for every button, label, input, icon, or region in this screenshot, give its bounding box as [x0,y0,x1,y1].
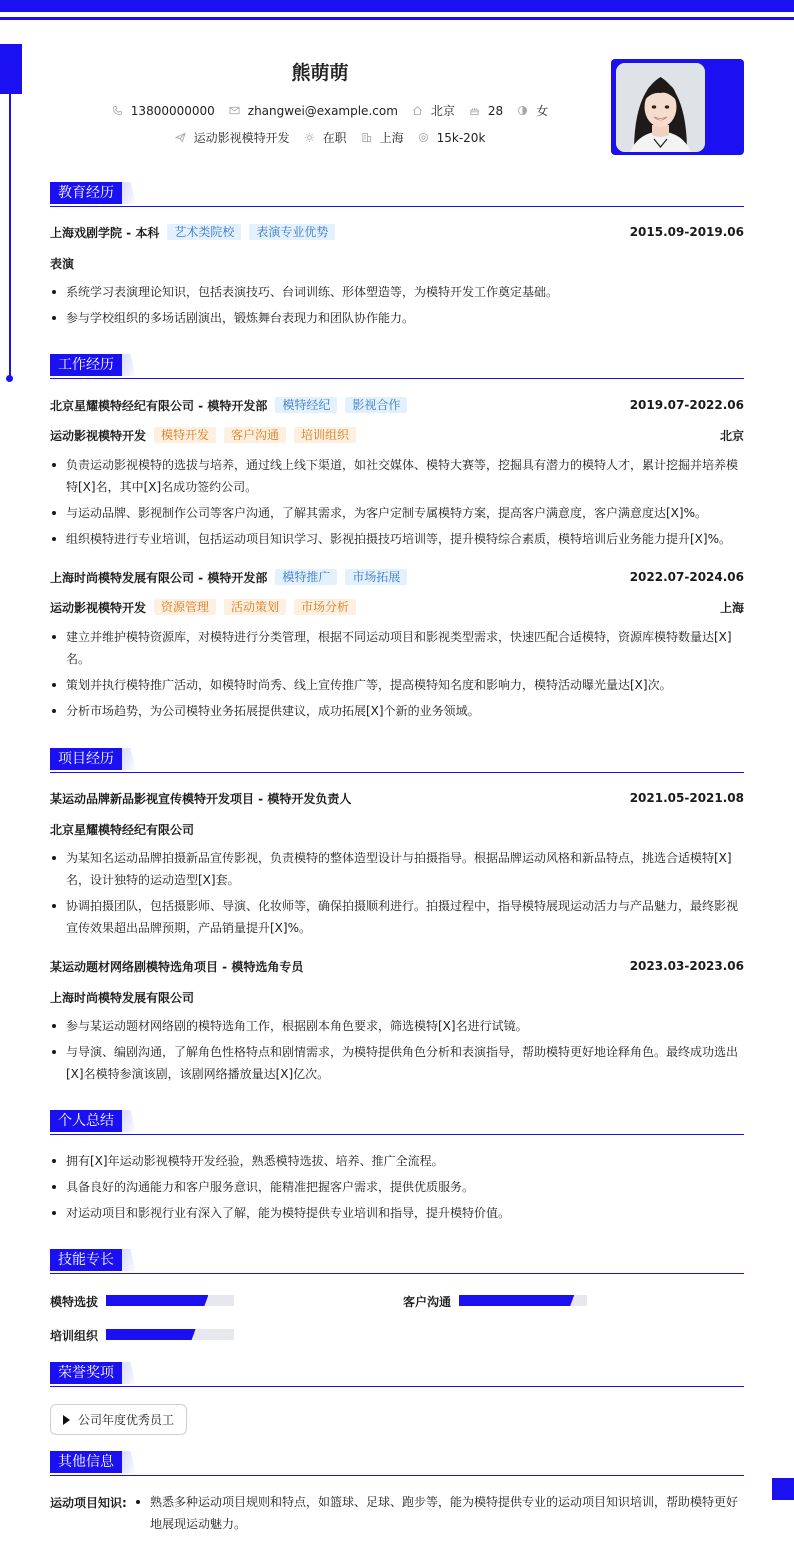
project-bullet: 参与某运动题材网络剧的模特选角工作，根据剧本角色要求，筛选模特[X]名进行试镜。 [50,1015,744,1037]
education-major: 表演 [50,257,75,271]
phone-icon [112,105,123,116]
section-title-work: 工作经历 [50,354,122,376]
top-accent-band [0,0,794,12]
work-tag: 市场拓展 [345,569,407,585]
work-role: 运动影视模特开发 [50,600,147,615]
city-text: 北京 [430,104,455,118]
skill-fill [459,1295,574,1306]
email-text: zhangwei@example.com [247,103,398,118]
target-city-text: 上海 [379,131,404,145]
phone-item [112,104,215,118]
school-name: 上海戏剧学院 - 本科 [50,225,160,240]
role-tag: 客户沟通 [224,427,286,443]
education-tag: 表演专业优势 [249,224,335,240]
work-tag: 影视合作 [345,397,407,413]
role-tag: 活动策划 [224,599,286,615]
gear-icon [304,132,315,143]
phone-text: 13800000000 [130,103,215,118]
section-tail [122,1451,136,1473]
section-tail [122,182,136,204]
work-row [50,396,744,414]
work-bullet: 策划并执行模特推广活动，如模特时尚秀、线上宣传推广等，提高模特知名度和影响力，模特活动曝光量达[X]次。 [50,674,744,696]
other-label: 运动项目知识: [50,1496,127,1510]
role-tag: 模特开发 [154,427,216,443]
section-title-skills: 技能专长 [50,1249,122,1271]
project-bullet: 为某知名运动品牌拍摄新品宣传影视，负责模特的整体造型设计与拍摄指导。根据品牌运动风格和新品特点，挑选合适模特[X]名，设计独特的运动造型[X]套。 [50,847,744,891]
work-company: 上海时尚模特发展有限公司 - 模特开发部 [50,570,268,585]
email-item [229,104,398,118]
project-row [50,789,744,807]
work-bullet: 分析市场趋势，为公司模特业务拓展提供建议，成功拓展[X]个新的业务领域。 [50,700,744,722]
skill-label: 培训组织 [50,1329,99,1343]
section-skills [50,1249,744,1274]
work-company: 北京星耀模特经纪有限公司 - 模特开发部 [50,398,268,413]
triangle-icon [63,1415,70,1425]
section-other [50,1451,744,1476]
work-location: 北京 [719,428,744,443]
work-location: 上海 [719,600,744,615]
target-city-item [361,129,404,146]
skill-bar [106,1329,234,1340]
summary-bullet: 拥有[X]年运动影视模特开发经验，熟悉模特选拔、培养、推广全流程。 [50,1150,744,1172]
project-org: 上海时尚模特发展有限公司 [50,991,195,1005]
work-role: 运动影视模特开发 [50,428,147,443]
project-title: 某运动品牌新品影视宣传模特开发项目 - 模特开发负责人 [50,791,352,806]
age-item [469,104,503,118]
salary-text: 15k-20k [436,130,486,145]
section-tail [122,1110,136,1132]
gender-item [517,102,548,119]
education-bullet: 系统学习表演理论知识，包括表演技巧、台词训练、形体塑造等，为模特开发工作奠定基础。 [50,281,744,303]
role-tag: 培训组织 [294,427,356,443]
other-text: 熟悉多种运动项目规则和特点，如篮球、足球、跑步等，能为模特提供专业的运动项目知识培训，帮助模特更好地展现运动魅力。 [134,1491,744,1535]
gender-icon [517,105,528,116]
skill-label: 客户沟通 [403,1295,452,1309]
home-icon [412,105,423,116]
photo-frame [611,59,744,155]
project-bullet: 与导演、编剧沟通，了解角色性格特点和剧情需求，为模特提供角色分析和表演指导，帮助模特更好地诠释角色。最终成功选出[X]名模特参演该剧，该剧网络播放量达[X]亿次。 [50,1041,744,1085]
work-bullet: 负责运动影视模特的选拔与培养，通过线上线下渠道，如社交媒体、模特大赛等，挖掘具有潜力的模特人才，累计挖掘并培养模特[X]名，其中[X]名成功签约公司。 [50,454,744,498]
skill-fill [106,1329,196,1340]
skill-bar [459,1295,587,1306]
cake-icon [469,105,480,116]
role-tag: 市场分析 [294,599,356,615]
skill-bar [106,1295,234,1306]
gender-text: 女 [536,104,549,118]
project-row [50,957,744,975]
education-row [50,223,744,241]
section-summary [50,1110,744,1135]
building-icon [361,132,372,143]
section-education [50,182,744,207]
work-tag: 模特推广 [275,569,337,585]
work-date: 2019.07-2022.06 [629,398,744,412]
section-tail [122,1362,136,1384]
section-title-education: 教育经历 [50,182,122,204]
status-text: 在职 [322,131,347,145]
work-bullet: 与运动品牌、影视制作公司等客户沟通，了解其需求，为客户定制专属模特方案，提高客户满意度，客户满意度达[X]%。 [50,502,744,524]
city-item [412,102,455,119]
send-icon [175,132,186,143]
work-bullet: 建立并维护模特资源库，对模特进行分类管理，根据不同运动项目和影视类型需求，快速匹配合适模特，资源库模特数量达[X]名。 [50,626,744,670]
status-item [304,129,347,146]
section-title-summary: 个人总结 [50,1110,122,1132]
work-bullet: 组织模特进行专业培训，包括运动项目知识学习、影视拍摄技巧培训等，提升模特综合素质，模特培训后业务能力提升[X]%。 [50,528,744,550]
section-projects [50,748,744,773]
target-job-text: 运动影视模特开发 [193,131,290,145]
project-date: 2021.05-2021.08 [629,791,744,805]
project-title: 某运动题材网络剧模特选角项目 - 模特选角专员 [50,959,304,974]
education-date: 2015.09-2019.06 [629,225,744,239]
section-awards [50,1362,744,1387]
coin-icon [418,132,429,143]
summary-bullet: 对运动项目和影视行业有深入了解，能为模特提供专业培训和指导，提升模特价值。 [50,1202,744,1224]
section-tail [122,354,136,376]
candidate-name: 熊萌萌 [291,62,349,84]
work-date: 2022.07-2024.06 [629,570,744,584]
summary-bullet: 具备良好的沟通能力和客户服务意识，能精准把握客户需求，提供优质服务。 [50,1176,744,1198]
target-job-item [175,129,290,146]
skill-fill [106,1295,208,1306]
section-title-other: 其他信息 [50,1451,122,1473]
section-title-projects: 项目经历 [50,748,122,770]
section-title-awards: 荣誉奖项 [50,1362,122,1384]
award-text: 公司年度优秀员工 [78,1413,175,1427]
work-tag: 模特经纪 [275,397,337,413]
mail-icon [229,105,240,116]
skill-label: 模特选拔 [50,1295,99,1309]
section-tail [122,1249,136,1271]
section-work [50,354,744,379]
right-corner-block [772,1478,794,1500]
work-row [50,568,744,586]
project-date: 2023.03-2023.06 [629,959,744,973]
education-tag: 艺术类院校 [167,224,241,240]
left-accent-rail [9,94,11,378]
salary-item [418,131,486,145]
work-role-row [50,426,744,444]
job-intent-row [50,129,610,146]
profile-photo [616,63,705,152]
project-org: 北京星耀模特经纪有限公司 [50,823,195,837]
role-tag: 资源管理 [154,599,216,615]
left-accent-dot [6,375,13,382]
award-item [50,1404,187,1435]
contact-row [50,102,610,119]
project-bullet: 协调拍摄团队，包括摄影师、导演、化妆师等，确保拍摄顺利进行。拍摄过程中，指导模特展现运动活力与产品魅力，最终影视宣传效果超出品牌预期，产品销量提升[X]%。 [50,895,744,939]
top-accent-line [0,17,794,20]
work-role-row [50,598,744,616]
education-bullet: 参与学校组织的多场话剧演出，锻炼舞台表现力和团队协作能力。 [50,307,744,329]
section-tail [122,748,136,770]
age-text: 28 [487,103,504,118]
